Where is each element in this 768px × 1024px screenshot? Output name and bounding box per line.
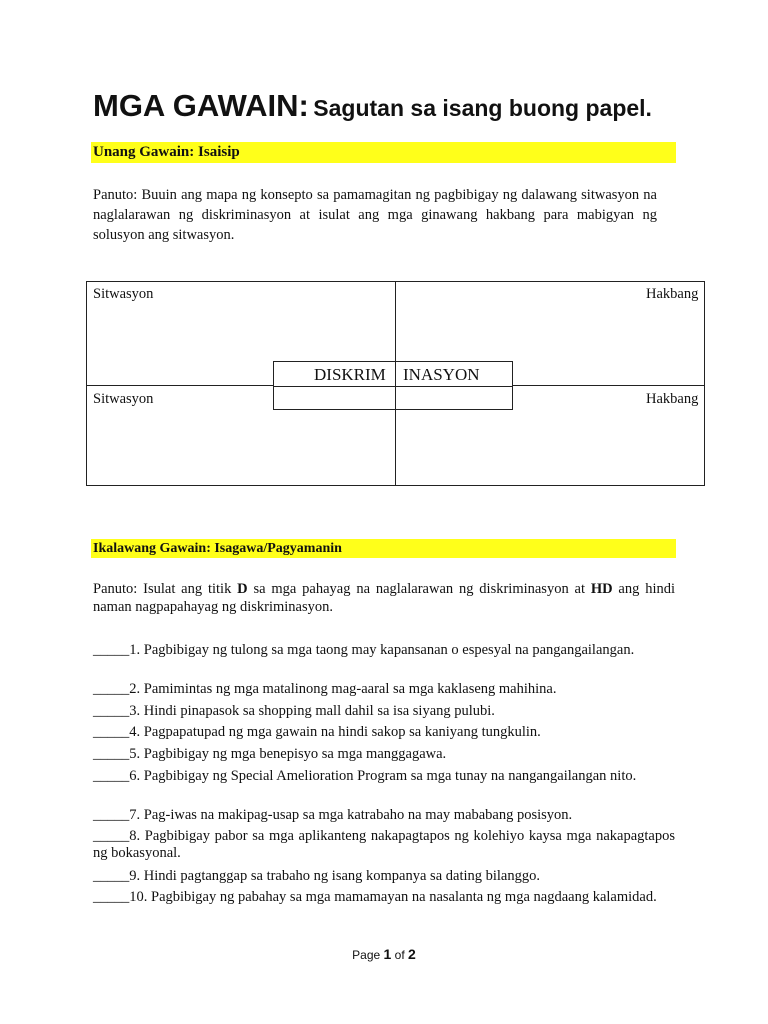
- list-item-4: _____4. Pagpapatupad ng mga gawain na hindi sakop sa kaniyang tungkulin.: [93, 724, 541, 740]
- map-label-hakbang-top: Hakbang: [646, 286, 699, 302]
- center-text-right: INASYON: [403, 365, 480, 384]
- list-item-5: _____5. Pagbibigay ng mga benepisyo sa mga manggagawa.: [93, 746, 447, 762]
- list-item-7: _____7. Pag-iwas na makipag-usap sa mga katrabaho na may mababang posisyon.: [93, 807, 573, 823]
- activity1-heading: Unang Gawain: Isaisip: [91, 142, 676, 163]
- page-title: [93, 88, 652, 124]
- list-item-2: _____2. Pamimintas ng mga matalinong mag-aaral sa mga kaklaseng mahihina.: [93, 681, 557, 697]
- list-item-3: _____3. Hindi pinapasok sa shopping mall dahil sa isa siyang pulubi.: [93, 703, 495, 719]
- activity2-heading: Ikalawang Gawain: Isagawa/Pagyamanin: [91, 539, 676, 558]
- map-label-sitwasyon-top: Sitwasyon: [93, 286, 154, 302]
- activity2-instructions: Panuto: Isulat ang titik D sa mga pahayag na naglalarawan ng diskriminasyon at HD ang hindi naman nagpapahayag ng diskriminasyon.: [93, 581, 676, 615]
- footer-page-word: Page: [352, 948, 381, 962]
- center-box-divider: [273, 386, 513, 387]
- footer-of-word: of: [394, 948, 405, 962]
- footer-page-total: 2: [408, 946, 416, 962]
- title-sub: Sagutan sa isang buong papel.: [313, 95, 652, 121]
- activity1-instructions: Panuto: Buuin ang mapa ng konsepto sa pamamagitan ng pagbibigay ng dalawang sitwasyon na naglalarawan ng diskriminasyon at isulat ang mga ginawang hakbang para mabigyan ng solusyon ang sitwasyon.: [93, 187, 657, 243]
- map-label-sitwasyon-bottom: Sitwasyon: [93, 391, 154, 407]
- map-label-hakbang-bottom: Hakbang: [646, 391, 699, 407]
- list-item-6: _____6. Pagbibigay ng Special Amelioration Program sa mga tunay na nangangailangan nito.: [93, 768, 637, 784]
- list-item-1: _____1. Pagbibigay ng tulong sa mga taong may kapansanan o espesyal na pangangailangan.: [93, 642, 635, 658]
- footer-page-number: 1: [383, 946, 392, 962]
- list-item-8: _____8. Pagbibigay pabor sa mga aplikanteng nakapagtapos ng kolehiyo kaysa mga nakapagtapos ng bokasyonal.: [93, 828, 675, 861]
- list-item-9: _____9. Hindi pagtanggap sa trabaho ng isang kompanya sa dating bilanggo.: [93, 868, 540, 884]
- list-item-10: _____10. Pagbibigay ng pabahay sa mga mamamayan na nasalanta ng mga nagdaang kalamidad.: [93, 889, 657, 905]
- title-main: MGA GAWAIN:: [93, 88, 309, 123]
- page-footer: [0, 946, 768, 962]
- center-box-mid-line: [395, 361, 396, 410]
- center-text-left: DISKRIM: [314, 365, 386, 384]
